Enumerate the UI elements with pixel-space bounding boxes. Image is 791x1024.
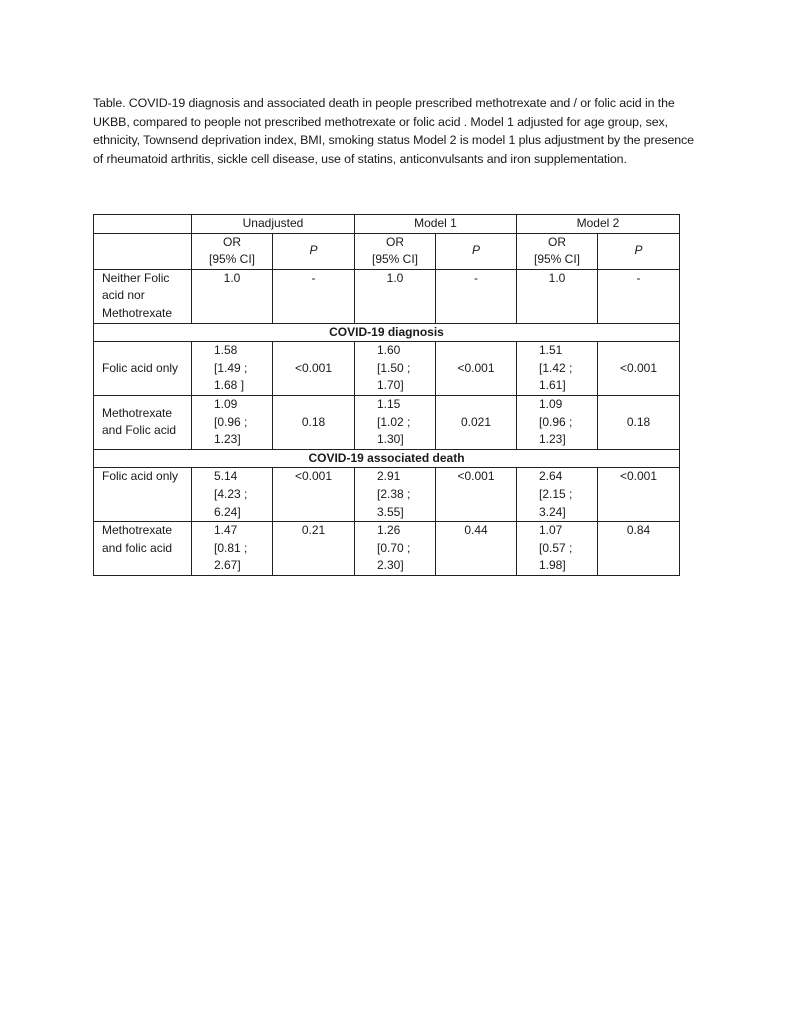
p-cell: <0.001 — [598, 468, 680, 522]
or-cell: 5.14 [4.23 ; 6.24] — [192, 468, 273, 522]
p-cell: - — [273, 269, 355, 323]
group-header-model-2: Model 2 — [517, 215, 680, 234]
section-title: COVID-19 diagnosis — [94, 323, 680, 342]
section-header-row — [94, 449, 680, 468]
p-cell: 0.84 — [598, 522, 680, 576]
group-header-model-1: Model 1 — [355, 215, 517, 234]
or-cell: 1.0 — [517, 269, 598, 323]
section-title: COVID-19 associated death — [94, 449, 680, 468]
or-ci-header: OR [95% CI] — [517, 233, 598, 269]
or-cell: 1.0 — [192, 269, 273, 323]
row-label: Methotrexate and folic acid — [94, 522, 192, 576]
results-table — [93, 214, 680, 576]
p-cell: <0.001 — [273, 342, 355, 396]
or-cell: 1.07 [0.57 ; 1.98] — [517, 522, 598, 576]
p-cell: <0.001 — [273, 468, 355, 522]
empty-corner-cell — [94, 215, 192, 234]
or-cell: 2.91 [2.38 ; 3.55] — [355, 468, 436, 522]
row-label: Folic acid only — [94, 468, 192, 522]
group-header-unadjusted: Unadjusted — [192, 215, 355, 234]
or-cell: 1.09 [0.96 ; 1.23] — [517, 395, 598, 449]
p-cell: 0.18 — [273, 395, 355, 449]
p-value-header: P — [273, 233, 355, 269]
p-cell: <0.001 — [436, 468, 517, 522]
p-cell: <0.001 — [598, 342, 680, 396]
p-cell: - — [436, 269, 517, 323]
row-label: Methotrexate and Folic acid — [94, 395, 192, 449]
reference-row — [94, 269, 680, 323]
subheader-row — [94, 233, 680, 269]
p-cell: 0.21 — [273, 522, 355, 576]
or-cell: 1.60 [1.50 ; 1.70] — [355, 342, 436, 396]
table-row — [94, 468, 680, 522]
p-cell: - — [598, 269, 680, 323]
group-header-row — [94, 215, 680, 234]
row-label: Neither Folic acid nor Methotrexate — [94, 269, 192, 323]
or-cell: 2.64 [2.15 ; 3.24] — [517, 468, 598, 522]
table-row — [94, 342, 680, 396]
p-value-header: P — [436, 233, 517, 269]
p-cell: <0.001 — [436, 342, 517, 396]
p-cell: 0.021 — [436, 395, 517, 449]
or-ci-header: OR [95% CI] — [192, 233, 273, 269]
section-header-row — [94, 323, 680, 342]
row-label: Folic acid only — [94, 342, 192, 396]
table-caption: Table. COVID-19 diagnosis and associated death in people prescribed methotrexate and / or folic acid in the UKBB, compared to people not prescribed methotrexate or folic acid . Model 1 adjusted for age group, sex, ethnicity, Townsend deprivation index, BMI, smoking status Model 2 is model 1 plus adjustment by the presence of rheumatoid arthritis, sickle cell disease, use of statins, anticonvulsants and iron supplementation. — [93, 96, 694, 166]
p-cell: 0.44 — [436, 522, 517, 576]
or-cell: 1.26 [0.70 ; 2.30] — [355, 522, 436, 576]
p-value-header: P — [598, 233, 680, 269]
or-cell: 1.0 — [355, 269, 436, 323]
p-cell: 0.18 — [598, 395, 680, 449]
or-cell: 1.47 [0.81 ; 2.67] — [192, 522, 273, 576]
or-cell: 1.09 [0.96 ; 1.23] — [192, 395, 273, 449]
or-cell: 1.15 [1.02 ; 1.30] — [355, 395, 436, 449]
table-row — [94, 395, 680, 449]
table-row — [94, 522, 680, 576]
empty-subheader-cell — [94, 233, 192, 269]
or-cell: 1.58 [1.49 ; 1.68 ] — [192, 342, 273, 396]
or-ci-header: OR [95% CI] — [355, 233, 436, 269]
or-cell: 1.51 [1.42 ; 1.61] — [517, 342, 598, 396]
